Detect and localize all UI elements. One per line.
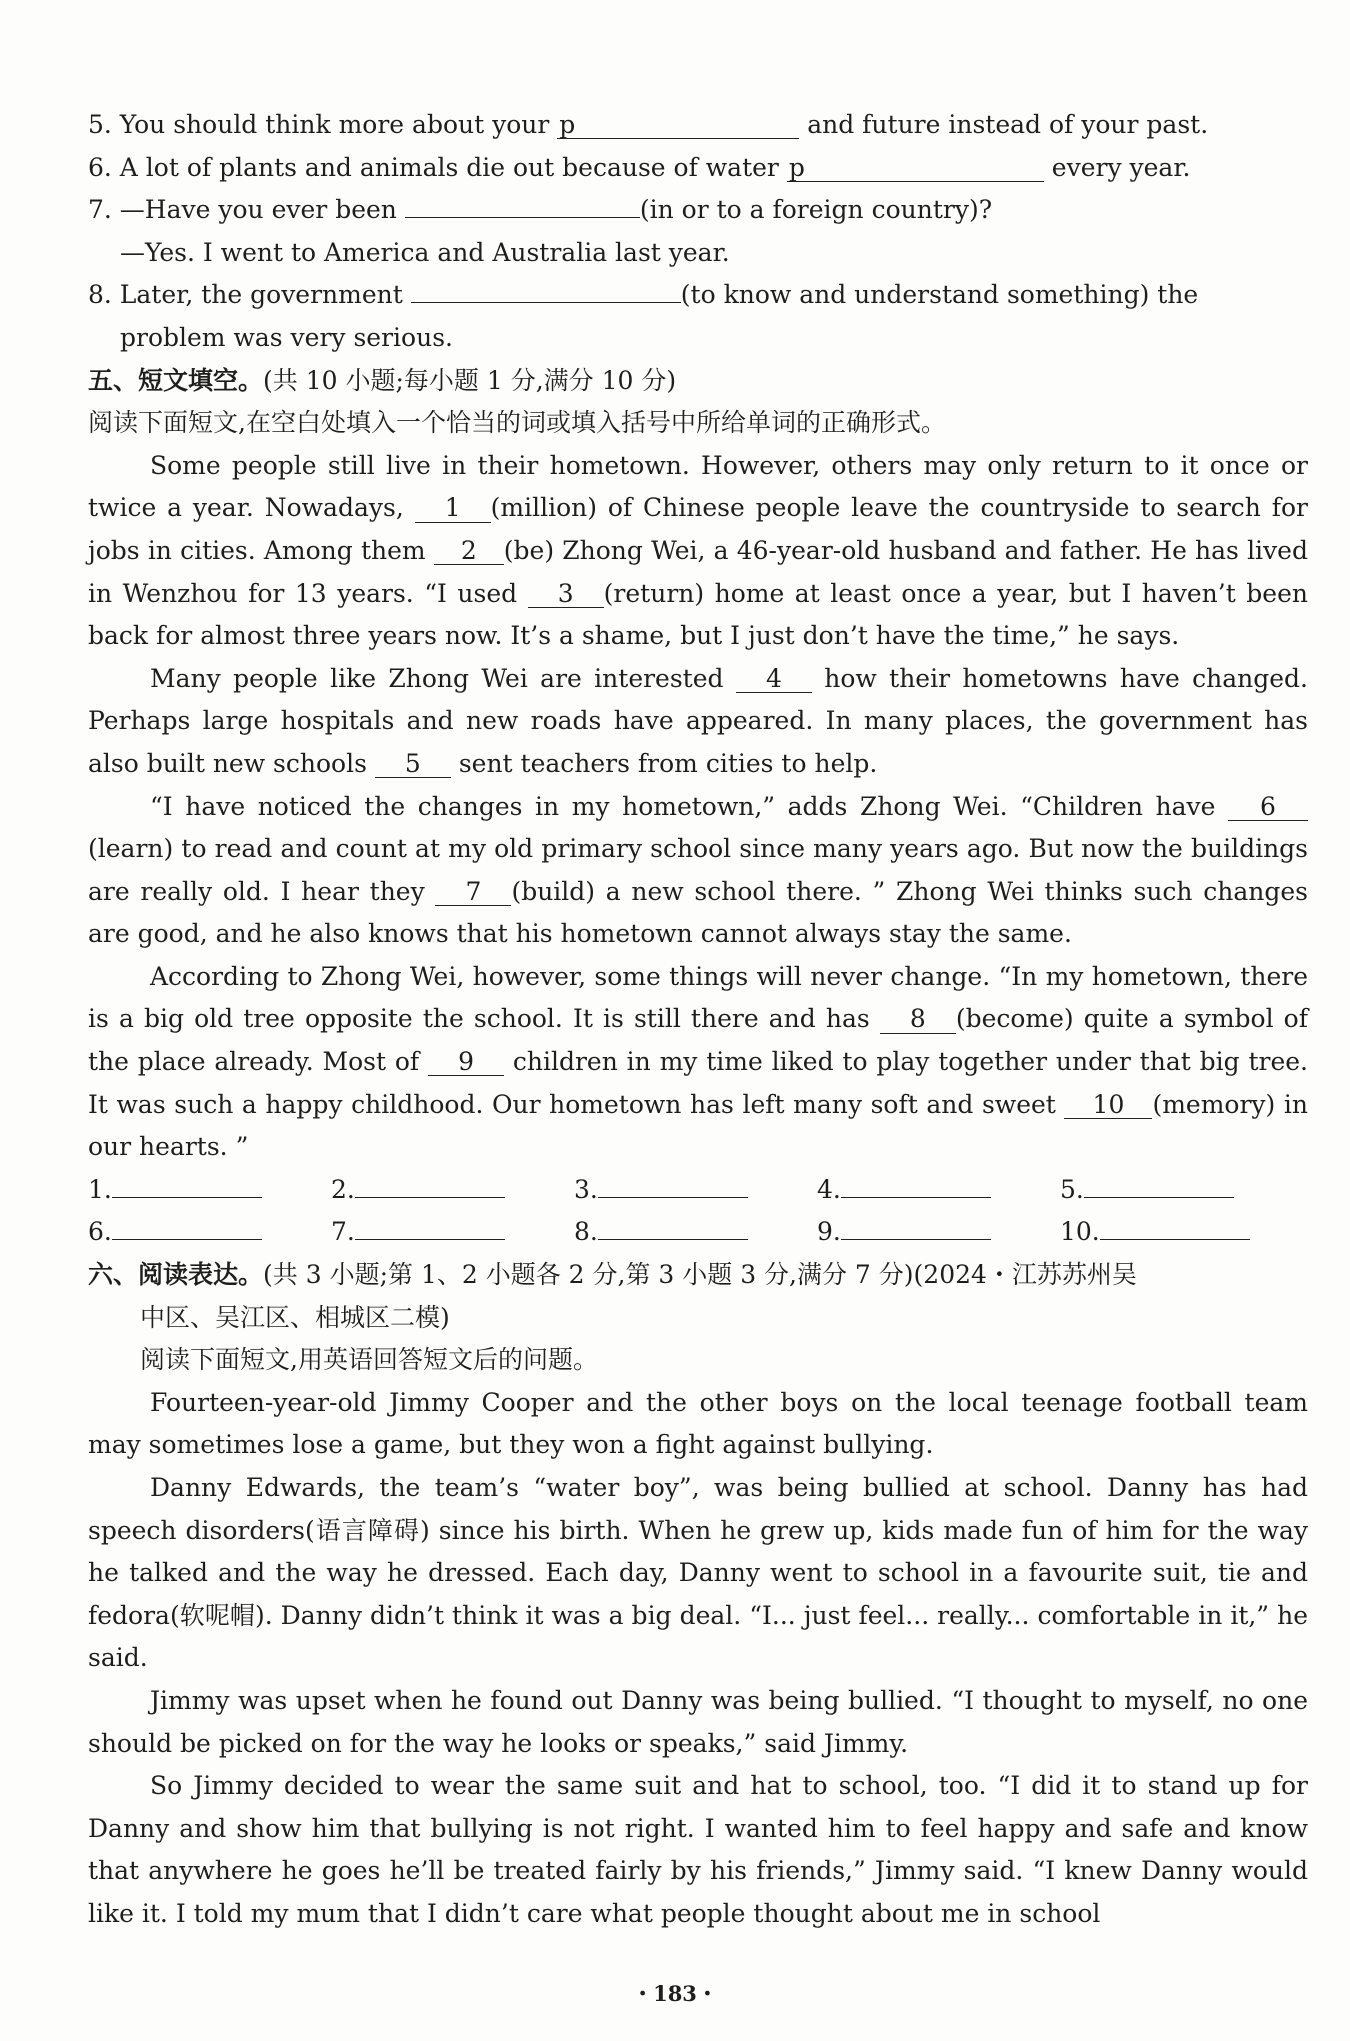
blank-6[interactable]: p xyxy=(787,155,1044,182)
answer-line-1[interactable] xyxy=(112,1171,262,1198)
passage1-blank-8[interactable]: 8 xyxy=(880,1006,956,1033)
section-6-instruction: 阅读下面短文,用英语回答短文后的问题。 xyxy=(140,1345,598,1375)
passage1-blank-10[interactable]: 10 xyxy=(1064,1092,1152,1119)
passage1-blank-4[interactable]: 4 xyxy=(736,666,812,693)
passage1-blank-9[interactable]: 9 xyxy=(428,1049,504,1076)
question-7-reply: —Yes. I went to America and Australia last year. xyxy=(120,237,730,267)
passage1-paragraph-3: “I have noticed the changes in my hometown,” adds Zhong Wei. “Children have 6(learn) to read and count at my old primary school since many years ago. But now the buildings are really old. I hear they 7 (build) a new school there. ” Zhong Wei thinks such changes are good, and he also knows that his hometown cannot always stay the same. xyxy=(88,791,1308,949)
answer-line-8[interactable] xyxy=(598,1213,748,1240)
passage1-blank-1[interactable]: 1 xyxy=(415,495,491,522)
passage1-paragraph-1: Some people still live in their hometown. However, others may only return to it once or twice a year. Nowadays, 1 (million) of Chinese people leave the countryside to search for jobs in cities. Among them 2 (be) Zhong Wei, a 46-year-old husband and father. He has lived in Wenzhou for 13 years. “I used 3 (return) home at least once a year, but I haven’t been back for almost three years now. It’s a shame, but I just don’t have the time,” he says. xyxy=(88,450,1308,651)
question-8-line2: problem was very serious. xyxy=(120,322,453,352)
answer-row-2: 6. 7. 8. 9. 10. xyxy=(88,1211,1308,1254)
passage1-blank-2[interactable]: 2 xyxy=(434,538,504,565)
passage1-blank-7[interactable]: 7 xyxy=(435,879,511,906)
answer-line-7[interactable] xyxy=(355,1213,505,1240)
passage1-blank-5[interactable]: 5 xyxy=(375,751,451,778)
passage2-paragraph-1: Fourteen-year-old Jimmy Cooper and the other boys on the local teenage football team may sometimes lose a game, but they won a fight against bullying. xyxy=(88,1387,1308,1460)
answer-line-9[interactable] xyxy=(841,1213,991,1240)
blank-8[interactable] xyxy=(411,278,681,303)
answer-line-6[interactable] xyxy=(112,1213,262,1240)
section-5-heading: 五、短文填空。(共 10 小题;每小题 1 分,满分 10 分) xyxy=(88,365,677,395)
passage2-paragraph-4: So Jimmy decided to wear the same suit and hat to school, too. “I did it to stand up for Danny and show him that bullying is not right. I wanted him to feel happy and safe and know that anywhere he goes he’ll be treated fairly by his friends,” Jimmy said. “I knew Danny would like it. I told my mum that I didn’t care what people thought about me in school xyxy=(88,1771,1308,1928)
answer-row-1: 1. 2. 3. 4. 5. xyxy=(88,1169,1308,1212)
question-8: 8. Later, the government (to know and understand something) the xyxy=(88,280,1199,310)
answer-line-10[interactable] xyxy=(1100,1213,1250,1240)
answer-line-2[interactable] xyxy=(355,1171,505,1198)
section-6-heading-line2: 中区、吴江区、相城区二模) xyxy=(140,1302,450,1332)
page-number: ・183・ xyxy=(632,1981,718,2006)
question-6: 6. A lot of plants and animals die out because of water p every year. xyxy=(88,152,1191,182)
passage1-blank-6[interactable]: 6 xyxy=(1228,794,1308,821)
page-content xyxy=(88,104,1308,1936)
blank-5[interactable]: p xyxy=(557,112,799,139)
question-7: 7. —Have you ever been (in or to a foreign country)? xyxy=(88,195,993,225)
passage2-paragraph-3: Jimmy was upset when he found out Danny was being bullied. “I thought to myself, no one should be picked on for the way he looks or speaks,” said Jimmy. xyxy=(88,1685,1308,1758)
answer-line-3[interactable] xyxy=(598,1171,748,1198)
blank-7[interactable] xyxy=(405,193,640,218)
section-5-instruction: 阅读下面短文,在空白处填入一个恰当的词或填入括号中所给单词的正确形式。 xyxy=(88,408,946,438)
passage1-paragraph-2: Many people like Zhong Wei are interested 4 how their hometowns have changed. Perhaps large hospitals and new roads have appeared. In many places, the government has also built new schools 5 sent teachers from cities to help. xyxy=(88,663,1308,778)
answer-line-5[interactable] xyxy=(1084,1171,1234,1198)
passage1-paragraph-4: According to Zhong Wei, however, some things will never change. “In my hometown, there is a big old tree opposite the school. It is still there and has 8 (become) quite a symbol of the place already. Most of 9 children in my time liked to play together under that big tree. It was such a happy childhood. Our hometown has left many soft and sweet 10 (memory) in our hearts. ” xyxy=(88,961,1309,1162)
passage2-paragraph-2: Danny Edwards, the team’s “water boy”, was being bullied at school. Danny has had speech disorders(语言障碍) since his birth. When he grew up, kids made fun of him for the way he talked and the way he dressed. Each day, Danny went to school in a favourite suit, tie and fedora(软呢帽). Danny didn’t think it was a big deal. “I... just feel... really... comfortable in it,” he said. xyxy=(88,1473,1308,1673)
question-5: 5. You should think more about your p and future instead of your past. xyxy=(88,110,1209,139)
answer-line-4[interactable] xyxy=(841,1171,991,1198)
section-6-heading: 六、阅读表达。(共 3 小题;第 1、2 小题各 2 分,第 3 小题 3 分,满分 7 分)(2024・江苏苏州吴 xyxy=(88,1260,1137,1290)
passage1-blank-3[interactable]: 3 xyxy=(528,581,604,608)
